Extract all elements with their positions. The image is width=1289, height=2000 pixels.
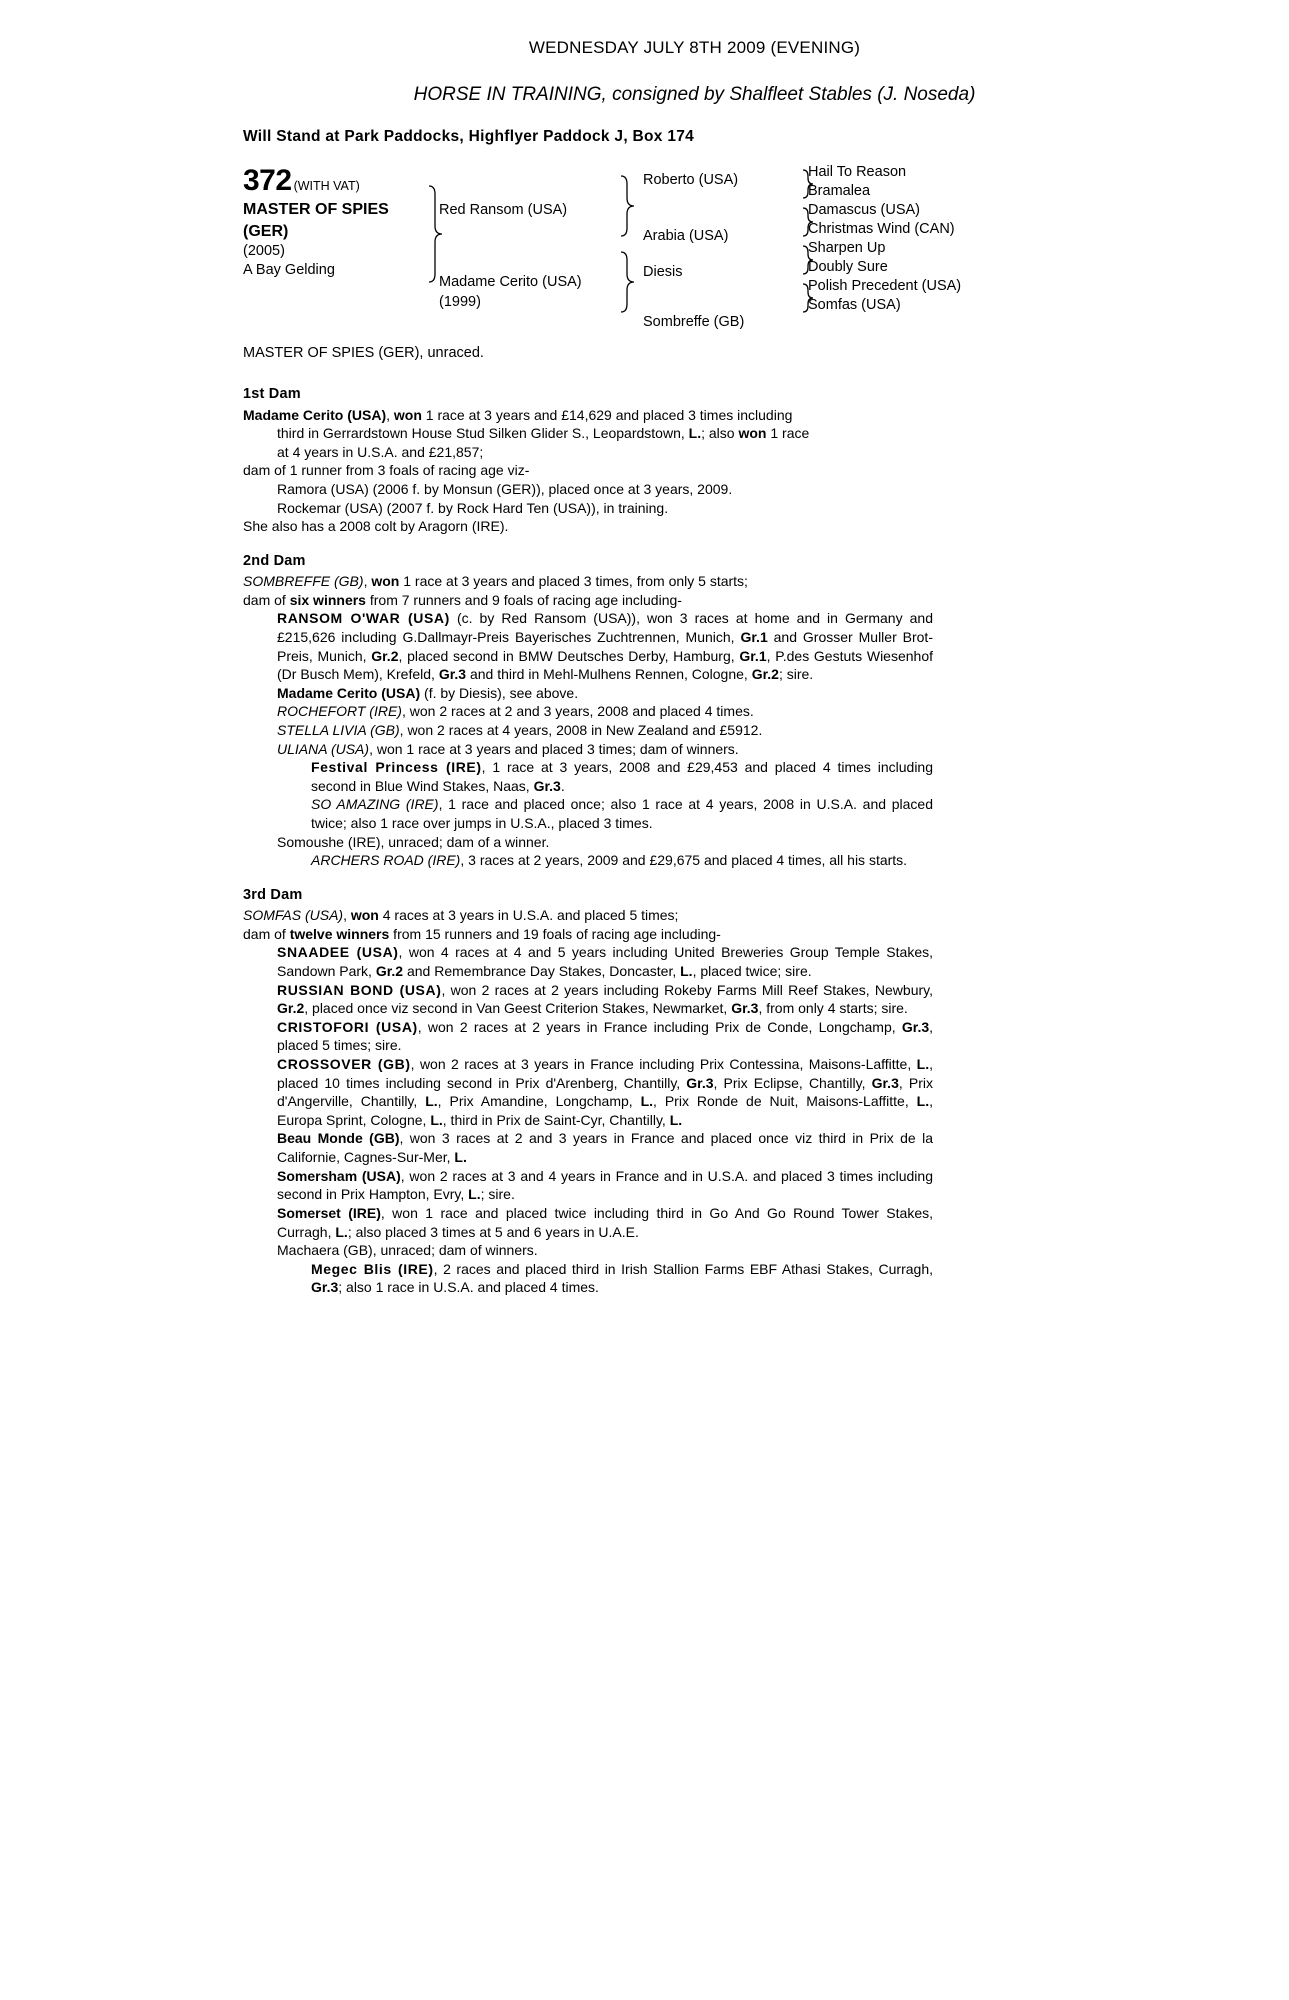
pedigree-g4-b1: Damascus (USA)	[808, 202, 920, 218]
pedigree-line: STELLA LIVIA (GB), won 2 races at 4 years, 2008 in New Zealand and £5912.	[277, 721, 763, 738]
horse-description: A Bay Gelding	[243, 261, 335, 278]
stand-location: Will Stand at Park Paddocks, Highflyer Paddock J, Box 174	[243, 128, 695, 145]
pedigree-line: Somerset (IRE), won 1 race and placed twice including third in Go And Go Round Tower Stakes, Curragh, L.; also placed 3 times at 5 and 6 years in U.A.E.	[277, 1204, 933, 1240]
dam-heading: 3rd Dam	[243, 886, 303, 903]
pedigree-line: Festival Princess (IRE), 1 race at 3 years, 2008 and £29,453 and placed 4 times including second in Blue Wind Stakes, Naas, Gr.3.	[311, 759, 933, 794]
pedigree-dam: Madame Cerito (USA)	[439, 274, 582, 290]
pedigree-line: Ramora (USA) (2006 f. by Monsun (GER)), placed once at 3 years, 2009.	[277, 481, 733, 497]
vat-note: (WITH VAT)	[293, 179, 360, 193]
pedigree-line: ARCHERS ROAD (IRE), 3 races at 2 years, 2009 and £29,675 and placed 4 times, all his starts.	[311, 852, 908, 869]
lot-number-row	[243, 164, 433, 198]
pedigree-g4-a1: Hail To Reason	[808, 164, 907, 180]
pedigree-line: She also has a 2008 colt by Aragorn (IRE).	[243, 518, 509, 535]
pedigree-line: dam of twelve winners from 15 runners and 19 foals of racing age including-	[243, 925, 721, 942]
consignment-line: HORSE IN TRAINING, consigned by Shalfleet Stables (J. Noseda)	[413, 84, 976, 105]
pedigree-line: Madame Cerito (USA) (f. by Diesis), see above.	[277, 684, 579, 701]
pedigree-g4-d2: Somfas (USA)	[808, 297, 901, 313]
pedigree-dam-dam: Sombreffe (GB)	[643, 314, 745, 330]
pedigree-g4-c2: Doubly Sure	[808, 259, 888, 275]
dam-heading: 2nd Dam	[243, 552, 306, 569]
pedigree-dam-sire: Diesis	[643, 264, 683, 280]
pedigree-line: Madame Cerito (USA), won 1 race at 3 years and £14,629 and placed 3 times including	[243, 406, 793, 423]
pedigree-line: dam of 1 runner from 3 foals of racing age viz-	[243, 462, 530, 479]
summary-line: MASTER OF SPIES (GER), unraced.	[243, 345, 484, 361]
pedigree-line: dam of six winners from 7 runners and 9 foals of racing age including-	[243, 591, 682, 608]
pedigree-generation-2	[439, 164, 624, 314]
pedigree-line: RANSOM O'WAR (USA) (c. by Red Ransom (USA)), won 3 races at home and in Germany and £215,626 including G.Dallmayr-Preis Bayerisches Zuchtrennen, Munich, Gr.1 and Grosser Muller Brot-Preis, Munich, Gr.2, placed second in BMW Deutsches Derby, Hamburg, Gr.1, P.des Gestuts Wiesenhof (Dr Busch Mem), Krefeld, Gr.3 and third in Mehl-Mulhens Rennen, Cologne, Gr.2; sire.	[277, 610, 934, 683]
lot-number: 372	[243, 164, 292, 197]
pedigree-line: RUSSIAN BOND (USA), won 2 races at 2 years including Rokeby Farms Mill Reef Stakes, Newbury, Gr.2, placed once viz second in Van Geest Criterion Stakes, Newmarket, Gr.3, from only 4 starts; sire.	[277, 981, 933, 1017]
pedigree-line: ROCHEFORT (IRE), won 2 races at 2 and 3 years, 2008 and placed 4 times.	[277, 703, 754, 720]
pedigree-diagram	[243, 164, 1209, 334]
pedigree-line: Megec Blis (IRE), 2 races and placed third in Irish Stallion Farms EBF Athasi Stakes, Curragh, Gr.3; also 1 race in U.S.A. and placed 4 times.	[311, 1260, 933, 1296]
pedigree-line: third in Gerrardstown House Stud Silken Glider S., Leopardstown, L.; also won 1 race	[277, 425, 810, 442]
pedigree-g4-b2: Christmas Wind (CAN)	[808, 221, 955, 237]
pedigree-g4-a2: Bramalea	[808, 183, 871, 199]
dam-heading: 1st Dam	[243, 386, 301, 403]
pedigree-line: Somersham (USA), won 2 races at 3 and 4 years in France and in U.S.A. and placed 3 times including second in Prix Hampton, Evry, L.; sire.	[277, 1167, 933, 1203]
lot-info	[243, 164, 433, 280]
pedigree-line: Beau Monde (GB), won 3 races at 2 and 3 years in France and placed once viz third in Prix de la Californie, Cagnes-Sur-Mer, L.	[277, 1130, 933, 1166]
horse-country: (GER)	[243, 223, 289, 240]
dam-sections	[243, 385, 933, 1297]
sale-date: WEDNESDAY JULY 8TH 2009 (EVENING)	[528, 38, 861, 57]
pedigree-sire: Red Ransom (USA)	[439, 202, 568, 218]
pedigree-text	[243, 344, 933, 1297]
pedigree-line: ULIANA (USA), won 1 race at 3 years and placed 3 times; dam of winners.	[277, 740, 739, 757]
pedigree-line: SNAADEE (USA), won 4 races at 4 and 5 years including United Breweries Group Temple Stakes, Sandown Park, Gr.2 and Remembrance Day Stakes, Doncaster, L., placed twice; sire.	[277, 944, 934, 979]
pedigree-generation-4	[808, 164, 1023, 314]
pedigree-g4-c1: Sharpen Up	[808, 240, 886, 256]
pedigree-line: Somoushe (IRE), unraced; dam of a winner.	[277, 833, 550, 850]
foaling-year: (2005)	[243, 243, 285, 259]
pedigree-g4-d1: Polish Precedent (USA)	[808, 278, 962, 294]
pedigree-line: CRISTOFORI (USA), won 2 races at 2 years in France including Prix de Conde, Longchamp, Gr.3, placed 5 times; sire.	[277, 1018, 934, 1054]
horse-name: MASTER OF SPIES	[243, 201, 389, 218]
pedigree-sire-sire: Roberto (USA)	[643, 172, 739, 188]
pedigree-dam-year: (1999)	[439, 294, 481, 310]
pedigree-line: SO AMAZING (IRE), 1 race and placed once; also 1 race at 4 years, 2008 in U.S.A. and placed twice; also 1 race over jumps in U.S.A., placed 3 times.	[311, 796, 933, 832]
pedigree-line: SOMFAS (USA), won 4 races at 3 years in U.S.A. and placed 5 times;	[243, 907, 679, 924]
pedigree-line: CROSSOVER (GB), won 2 races at 3 years in France including Prix Contessina, Maisons-Laffitte, L., placed 10 times including second in Prix d'Arenberg, Chantilly, Gr.3, Prix Eclipse, Chantilly, Gr.3, Prix d'Angerville, Chantilly, L., Prix Amandine, Longchamp, L., Prix Ronde de Nuit, Maisons-Laffitte, L., Europa Sprint, Cologne, L., third in Prix de Saint-Cyr, Chantilly, L.	[277, 1056, 934, 1128]
pedigree-line: at 4 years in U.S.A. and £21,857;	[277, 443, 484, 460]
pedigree-line: SOMBREFFE (GB), won 1 race at 3 years and placed 3 times, from only 5 starts;	[243, 573, 748, 590]
pedigree-generation-3	[643, 164, 803, 330]
pedigree-sire-dam: Arabia (USA)	[643, 228, 729, 244]
pedigree-line: Machaera (GB), unraced; dam of winners.	[277, 1242, 538, 1259]
pedigree-line: Rockemar (USA) (2007 f. by Rock Hard Ten (USA)), in training.	[277, 499, 669, 516]
